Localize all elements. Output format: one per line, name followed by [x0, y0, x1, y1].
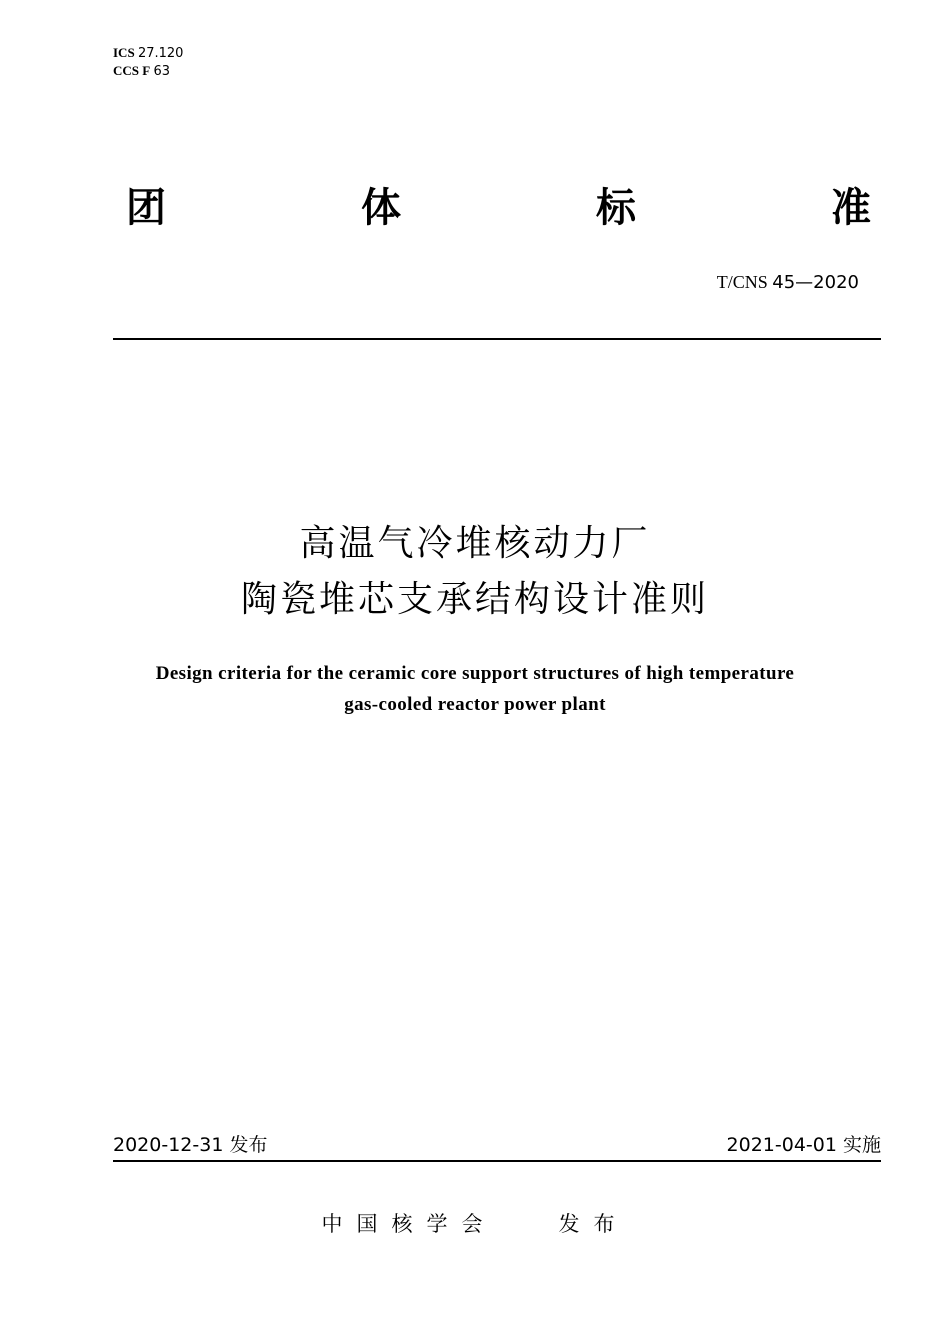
implement-date: 2021-04-01 实施 — [726, 1134, 881, 1156]
standard-type-char: 准 — [831, 185, 871, 231]
standard-type-char: 体 — [361, 185, 401, 231]
top-divider — [113, 338, 881, 340]
bottom-divider — [113, 1160, 881, 1162]
title-en-line1: Design criteria for the ceramic core support structures of high temperature — [155, 663, 795, 684]
title-en-line2: gas-cooled reactor power plant — [344, 694, 606, 715]
standard-number-prefix: T/CNS — [716, 272, 768, 292]
ics-label: ICS — [113, 45, 135, 60]
ics-value: 27.120 — [137, 46, 184, 61]
classification-codes — [113, 44, 183, 80]
standard-number — [717, 272, 859, 293]
ics-code — [113, 44, 183, 62]
standard-type-char: 标 — [596, 185, 636, 231]
publisher: 中国核学会 发布 — [321, 1212, 629, 1236]
ccs-label: CCS F — [113, 63, 151, 78]
standard-type-char: 团 — [126, 185, 166, 231]
standard-number-value: 45—2020 — [772, 272, 859, 293]
ccs-value: 63 — [153, 64, 170, 79]
title-zh-line2: 陶瓷堆芯支承结构设计准则 — [240, 579, 709, 620]
title-zh-line1: 高温气冷堆核动力厂 — [299, 523, 651, 564]
publish-date: 2020-12-31 发布 — [113, 1134, 268, 1156]
standard-type-heading — [126, 180, 871, 236]
ccs-code — [113, 62, 183, 80]
